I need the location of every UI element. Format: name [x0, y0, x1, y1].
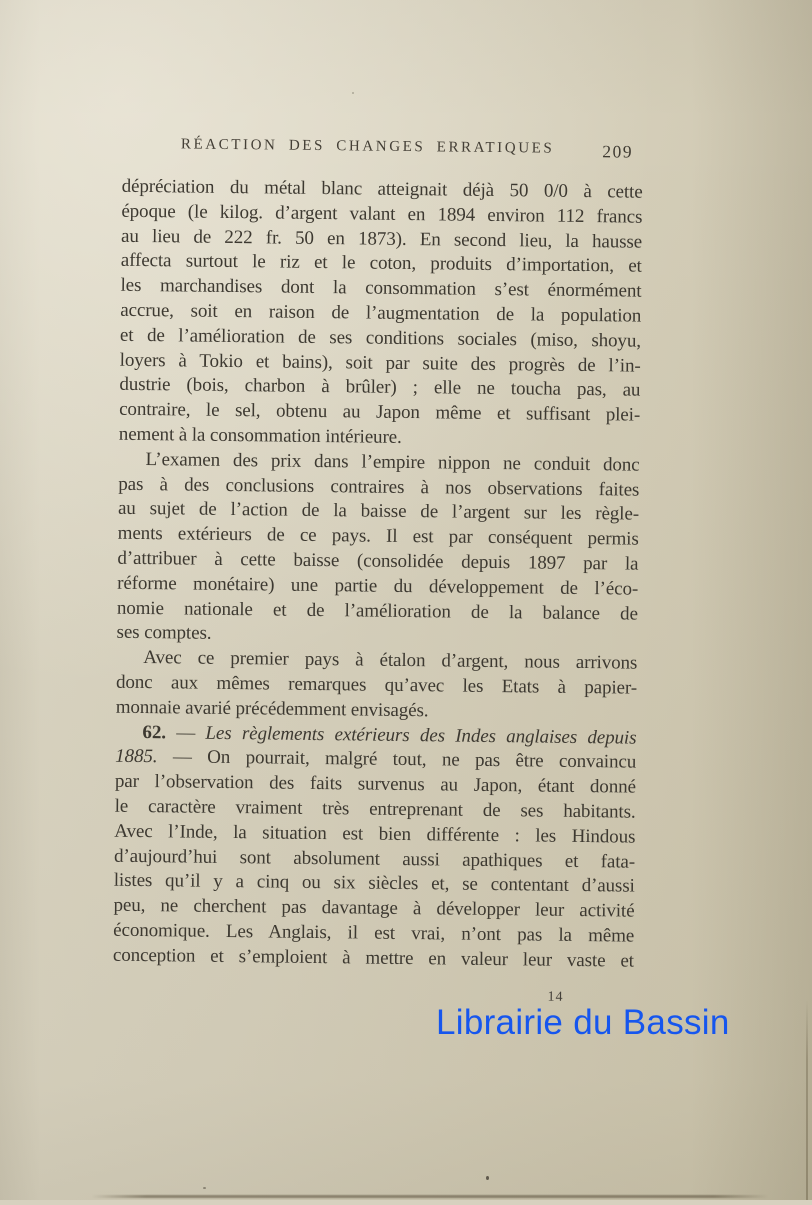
- page-right-edge: [806, 1000, 808, 1200]
- body-line-segment: et de l’amélioration de ses conditions sociales (miso, shoyu,: [119, 324, 642, 352]
- running-header-title: RÉACTION DES CHANGES ERRATIQUES: [180, 136, 555, 157]
- body-line: [113, 943, 634, 974]
- body-line-segment: donc aux mêmes remarques qu’avec les Etats à papier-: [115, 671, 638, 699]
- body-line-segment: au lieu de 222 fr. 50 en 1873). En second lieu, la hausse: [120, 225, 643, 253]
- body-line-segment: pas à des conclusions contraires à nos observations faites: [118, 473, 640, 501]
- body-line-segment: Avec ce premier pays à étalon d’argent, nous arrivons: [143, 647, 638, 674]
- body-line-segment: réforme monétaire) une partie du développement de l’éco-: [117, 572, 639, 600]
- body-line-segment: 62.: [142, 721, 167, 743]
- body-line-segment: conception et s’emploient à mettre en valeur leur vaste et: [112, 944, 635, 972]
- body-line-segment: par l’observation des faits survenus au Japon, étant donné: [114, 770, 637, 798]
- body-line-segment: époque (le kilog. d’argent valant en 1894 environ 112 francs: [121, 200, 643, 228]
- body-line-segment: monnaie avarié précédemment envisagés.: [115, 696, 429, 721]
- body-line-segment: au sujet de l’action de la baisse de l’argent sur les règle-: [117, 498, 640, 525]
- signature-mark: 14: [547, 989, 564, 1005]
- body-line-segment: Les règlements extérieurs des Indes anglaises depuis: [205, 722, 637, 749]
- body-line-segment: le caractère vraiment très entreprenant de ses habitants.: [114, 795, 636, 823]
- body-line-segment: — On pourrait, malgré tout, ne pas être convaincu: [157, 746, 637, 773]
- body-text: [113, 175, 643, 974]
- paper-speck: [352, 92, 354, 94]
- running-header: [122, 136, 643, 175]
- body-line-segment: économique. Les Anglais, il est vrai, n’ont pas la même: [113, 919, 635, 947]
- body-line-segment: accrue, soit en raison de l’augmentation de la population: [120, 299, 642, 327]
- page-number: 209: [602, 141, 634, 162]
- body-line-segment: nomie nationale et de l’amélioration de la balance de: [116, 597, 638, 625]
- body-line-segment: nement à la consommation intérieure.: [118, 423, 402, 448]
- body-line-segment: dépréciation du métal blanc atteignait déjà 50 0/0 à cette: [121, 175, 643, 203]
- body-line-segment: ments extérieurs de ce pays. Il est par conséquent permis: [117, 522, 639, 550]
- text-block: [113, 136, 643, 974]
- body-line-segment: d’attribuer à cette baisse (consolidée depuis 1897 par la: [117, 547, 639, 575]
- bookseller-watermark: Librairie du Bassin: [436, 1003, 730, 1042]
- body-line-segment: 1885.: [115, 746, 158, 768]
- paper-speck: [203, 1187, 206, 1189]
- page-bottom-edge: [92, 1195, 768, 1198]
- body-line-segment: contraire, le sel, obtenu au Japon même et suffisant plei-: [119, 398, 641, 426]
- body-line-segment: les marchandises dont la consommation s’est énormément: [120, 274, 642, 302]
- body-line-segment: ses comptes.: [116, 622, 212, 645]
- body-line-segment: loyers à Tokio et bains), soit par suite des progrès de l’in-: [119, 349, 641, 377]
- body-line-segment: L’examen des prix dans l’empire nippon ne conduit donc: [145, 448, 640, 476]
- body-line-segment: dustrie (bois, charbon à brûler) ; elle ne toucha pas, au: [119, 374, 641, 402]
- paper-speck: [486, 1176, 489, 1180]
- body-line-segment: affecta surtout le riz et le coton, produits d’importation, et: [120, 250, 642, 278]
- body-line-segment: listes qu’il y a cinq ou six siècles et, se contentant d’aussi: [113, 870, 635, 897]
- body-line-segment: —: [165, 721, 206, 744]
- body-line-segment: peu, ne cherchent pas davantage à développer leur activité: [113, 894, 635, 922]
- body-line-segment: Avec l’Inde, la situation est bien différente : les Hindous: [114, 820, 636, 848]
- body-line-segment: d’aujourd’hui sont absolument aussi apathiques et fata-: [113, 845, 636, 873]
